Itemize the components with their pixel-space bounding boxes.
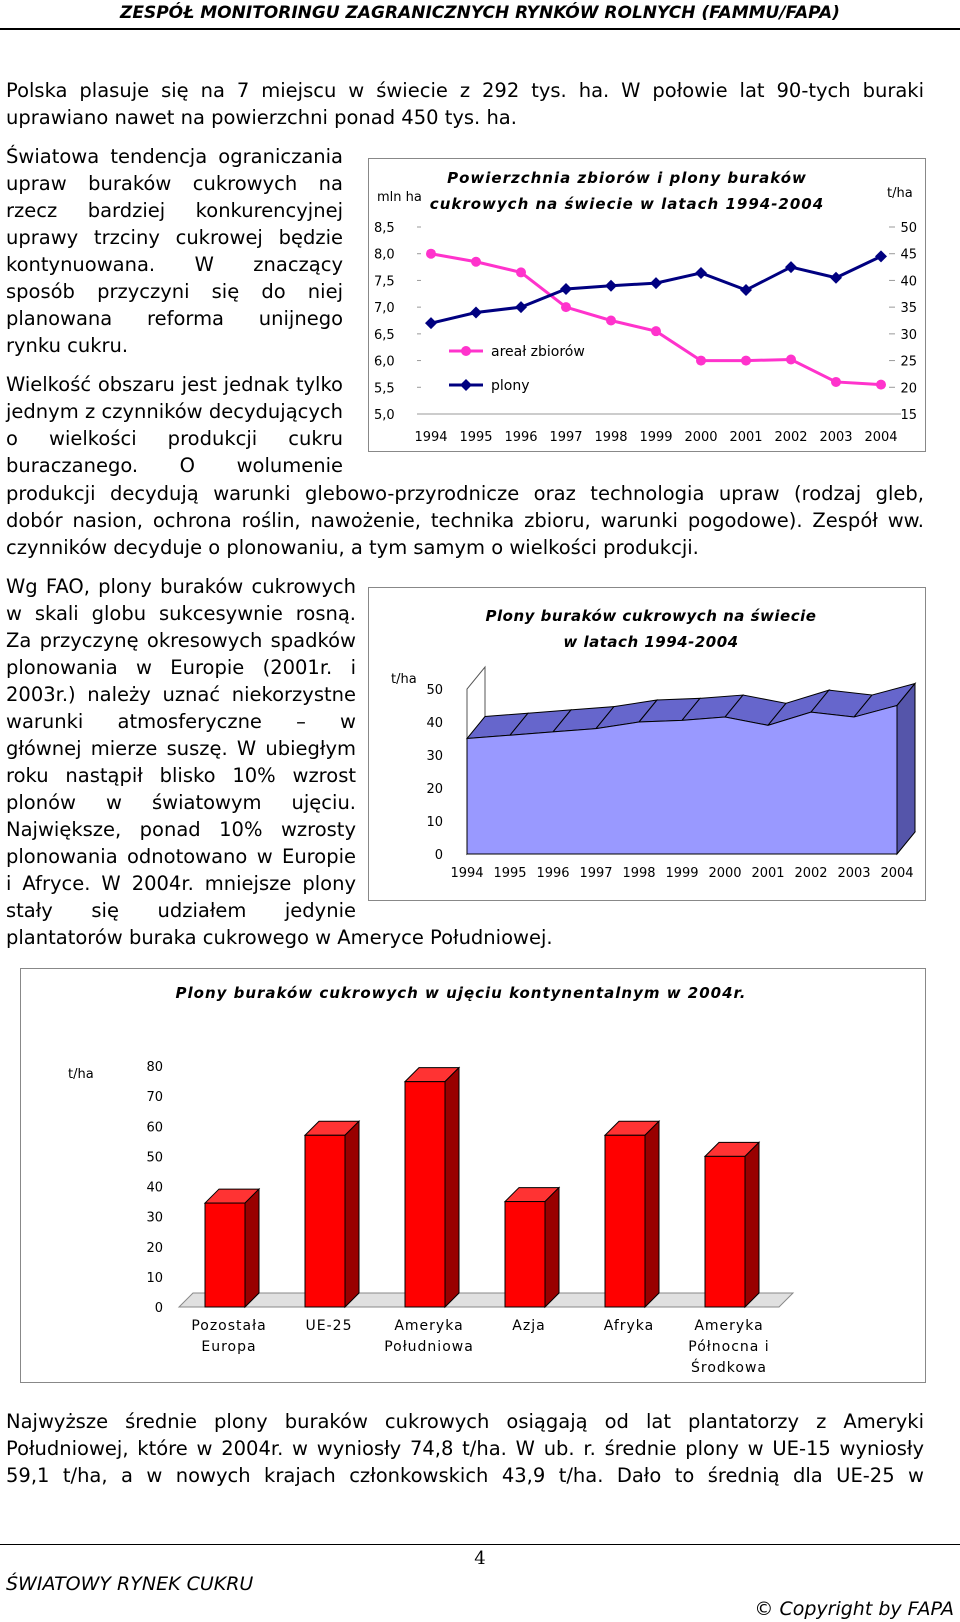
chart2-y-tick: 40 xyxy=(426,716,443,731)
chart1-point-yield xyxy=(605,280,617,292)
chart3-category-label: Europa xyxy=(201,1339,257,1355)
chart3-svg xyxy=(21,969,925,1382)
text-line: 59,1 t/ha, a w nowych krajach członkowskich 43,9 t/ha. Dało to średnią dla UE-25 w xyxy=(6,1464,924,1487)
chart3-category-label: Afryka xyxy=(603,1318,655,1334)
chart2-x-tick: 2003 xyxy=(837,866,871,881)
chart2-axis-label: t/ha xyxy=(391,672,417,687)
chart2-x-tick: 1995 xyxy=(493,866,527,881)
chart3-y-tick: 70 xyxy=(146,1090,163,1106)
chart2-x-tick: 1999 xyxy=(665,866,699,881)
chart1-point-yield xyxy=(650,277,662,289)
chart2-x-tick: 2000 xyxy=(708,866,742,881)
chart1-x-tick: 2004 xyxy=(864,430,898,445)
text-line: stały się udziałem jedynie xyxy=(6,899,356,922)
text-line: plonowania w Europie (2001r. i xyxy=(6,656,356,679)
chart2-x-tick: 2002 xyxy=(794,866,828,881)
text-line: głównej mierze suszę. W ubiegłym xyxy=(6,737,356,760)
text-line: Polska plasuje się na 7 miejscu w świecie z 292 tys. ha. W połowie lat 90-tych buraki xyxy=(6,79,924,102)
chart2-x-tick: 2004 xyxy=(880,866,914,881)
chart1-right-tick: 45 xyxy=(900,247,917,263)
chart1-title-line2: cukrowych na świecie w latach 1994-2004 xyxy=(429,195,825,213)
chart1-point-area xyxy=(516,267,526,277)
chart1-point-yield xyxy=(830,272,842,284)
chart2-title-line1: Plony buraków cukrowych na świecie xyxy=(485,607,817,625)
chart1-point-area xyxy=(561,302,571,312)
text-line: warunki atmosferyczne – w xyxy=(6,710,356,733)
text-line: Największe, ponad 10% wzrosty xyxy=(6,818,356,841)
chart2-y-tick: 10 xyxy=(426,815,443,830)
chart-yield-area xyxy=(368,587,926,901)
chart3-bar-side xyxy=(245,1189,259,1307)
chart1-left-axis-label: mln ha xyxy=(377,190,422,205)
text-line: Wielkość obszaru jest jednak tylko xyxy=(6,373,343,396)
text-line: sposób przyczyni się do niej xyxy=(6,280,343,303)
chart1-point-yield xyxy=(470,306,482,318)
text-line: buraczanego. O wolumenie xyxy=(6,454,343,477)
text-line: rynku cukru. xyxy=(6,334,129,357)
chart1-point-yield xyxy=(785,261,797,273)
text-line: plonów w światowym ujęciu. xyxy=(6,791,356,814)
text-line: uprawy trzciny cukrowej będzie xyxy=(6,226,343,249)
text-line: o wielkości produkcji cukru xyxy=(6,427,343,450)
chart1-point-yield xyxy=(695,267,707,279)
text-line: Za przyczynę okresowych spadków xyxy=(6,629,356,652)
chart2-x-tick: 1998 xyxy=(622,866,656,881)
text-line: czynników decyduje o plonowaniu, a tym samym o wielkości produkcji. xyxy=(6,536,699,559)
chart3-category-label: Azja xyxy=(512,1318,546,1334)
chart2-svg xyxy=(369,588,925,900)
chart1-left-tick: 5,0 xyxy=(374,408,395,423)
chart3-bar xyxy=(305,1135,345,1307)
chart1-left-tick: 8,0 xyxy=(374,247,395,263)
text-line: plonowania odnotowano w Europie xyxy=(6,845,356,868)
chart3-y-tick: 50 xyxy=(146,1150,163,1166)
chart3-y-tick: 80 xyxy=(146,1060,163,1075)
text-line: planowana reforma unijnego xyxy=(6,307,343,330)
chart3-category-label: UE-25 xyxy=(305,1318,353,1334)
chart1-point-area xyxy=(741,356,751,366)
chart3-category-label: Ameryka xyxy=(394,1318,464,1334)
chart3-category-label: Południowa xyxy=(384,1339,474,1355)
text-line: uprawiano nawet na powierzchni ponad 450 tys. ha. xyxy=(6,106,517,129)
chart3-bar xyxy=(605,1135,645,1307)
chart3-category-label: Środkowa xyxy=(691,1360,767,1376)
chart1-point-yield xyxy=(515,301,527,313)
chart3-category-label: Ameryka xyxy=(694,1318,764,1334)
chart1-x-tick: 1998 xyxy=(594,430,628,445)
chart3-category-label: Północna i xyxy=(688,1339,770,1355)
footer-section-title: ŚWIATOWY RYNEK CUKRU xyxy=(6,1573,254,1595)
chart3-floor xyxy=(179,1293,793,1307)
text-line: Południowej, które w 2004r. w wyniosły 74,8 t/ha. W ub. r. średnie plony w UE-15 wyniosły xyxy=(6,1437,924,1460)
chart1-point-area xyxy=(651,326,661,336)
chart2-y-tick: 50 xyxy=(426,683,443,698)
chart2-y-tick: 20 xyxy=(426,782,443,797)
chart1-x-tick: 1999 xyxy=(639,430,673,445)
text-line: Światowa tendencja ograniczania xyxy=(6,145,343,168)
page-number: 4 xyxy=(474,1548,486,1569)
chart2-x-tick: 1996 xyxy=(536,866,570,881)
chart1-left-tick: 5,5 xyxy=(374,381,395,397)
text-line: Wg FAO, plony buraków cukrowych xyxy=(6,575,356,598)
chart3-y-tick: 30 xyxy=(146,1210,163,1226)
text-line: roku nastąpił blisko 10% wzrost xyxy=(6,764,356,787)
chart1-right-tick: 30 xyxy=(900,327,917,343)
footer-copyright: © Copyright by FAPA xyxy=(754,1598,954,1620)
chart1-point-area xyxy=(786,355,796,365)
chart2-x-tick: 1994 xyxy=(450,866,484,881)
chart1-point-area xyxy=(696,356,706,366)
chart3-category-label: Pozostała xyxy=(191,1318,267,1334)
legend-label-area: areał zbiorów xyxy=(491,344,585,360)
text-line: plantatorów buraka cukrowego w Ameryce Południowej. xyxy=(6,926,553,949)
chart3-bar-side xyxy=(445,1068,459,1307)
chart2-title-line2: w latach 1994-2004 xyxy=(563,633,739,651)
text-line: produkcji decydują warunki glebowo-przyrodnicze oraz technologia upraw (rodzaj gleb, xyxy=(6,482,924,505)
chart3-bar xyxy=(505,1202,545,1307)
chart3-bar-side xyxy=(345,1121,359,1307)
chart1-x-tick: 1997 xyxy=(549,430,583,445)
chart-area-yield-line xyxy=(368,158,926,452)
chart3-y-tick: 20 xyxy=(146,1240,163,1256)
chart1-point-area xyxy=(471,257,481,267)
chart3-bar xyxy=(405,1082,445,1307)
chart3-y-tick: 10 xyxy=(146,1270,163,1286)
chart3-bar-side xyxy=(545,1188,559,1307)
chart3-axis-label: t/ha xyxy=(68,1067,94,1082)
chart1-point-yield xyxy=(425,317,437,329)
chart2-y-tick: 0 xyxy=(434,848,443,863)
text-line: upraw buraków cukrowych na xyxy=(6,172,343,195)
chart1-legend xyxy=(449,344,585,394)
chart3-bar-side xyxy=(645,1121,659,1307)
chart3-y-tick: 60 xyxy=(146,1120,163,1136)
text-line: jednym z czynników decydujących xyxy=(6,400,343,423)
chart3-title: Plony buraków cukrowych w ujęciu kontynentalnym w 2004r. xyxy=(175,984,747,1002)
chart3-bar-side xyxy=(745,1142,759,1307)
chart1-left-tick: 7,5 xyxy=(374,274,395,290)
chart-continental-yield-bar xyxy=(20,968,926,1383)
chart3-y-tick: 40 xyxy=(146,1180,163,1196)
chart1-right-tick: 20 xyxy=(900,381,917,397)
chart1-right-tick: 40 xyxy=(900,274,917,290)
legend-marker-area xyxy=(461,346,471,356)
chart2-x-tick: 2001 xyxy=(751,866,785,881)
chart1-x-tick: 1994 xyxy=(414,430,448,445)
chart3-y-tick: 0 xyxy=(154,1301,163,1316)
chart1-x-tick: 2000 xyxy=(684,430,718,445)
chart1-right-tick: 50 xyxy=(900,221,917,236)
text-line: Najwyższe średnie plony buraków cukrowych osiągają od lat plantatorzy z Ameryki xyxy=(6,1410,924,1433)
chart1-x-tick: 1995 xyxy=(459,430,493,445)
chart3-bar xyxy=(205,1203,245,1307)
legend-label-yield: plony xyxy=(491,378,530,394)
chart1-left-tick: 6,0 xyxy=(374,354,395,370)
chart2-y-tick: 30 xyxy=(426,749,443,764)
chart1-x-tick: 2003 xyxy=(819,430,853,445)
chart1-right-tick: 15 xyxy=(900,408,917,423)
chart1-right-axis-label: t/ha xyxy=(887,186,913,201)
chart1-x-tick: 2001 xyxy=(729,430,763,445)
footer-rule xyxy=(0,1544,960,1545)
text-line: w skali globu sukcesywnie rosną. xyxy=(6,602,356,625)
chart1-left-tick: 6,5 xyxy=(374,327,395,343)
header-title: ZESPÓŁ MONITORINGU ZAGRANICZNYCH RYNKÓW ROLNYCH (FAMMU/FAPA) xyxy=(120,3,840,23)
header-rule xyxy=(0,28,960,30)
chart1-left-tick: 8,5 xyxy=(374,221,395,236)
chart1-svg xyxy=(369,159,925,451)
chart2-x-tick: 1997 xyxy=(579,866,613,881)
chart3-bar xyxy=(705,1156,745,1307)
chart1-point-area xyxy=(876,380,886,390)
chart1-left-tick: 7,0 xyxy=(374,301,395,317)
text-line: dobór nasion, ochrona roślin, nawożenie, technika zbioru, warunki pogodowe). Zespół ww. xyxy=(6,509,924,532)
chart1-right-tick: 25 xyxy=(900,354,917,370)
chart1-point-area xyxy=(426,249,436,259)
chart1-point-yield xyxy=(875,250,887,262)
chart1-right-tick: 35 xyxy=(900,301,917,317)
chart1-x-tick: 1996 xyxy=(504,430,538,445)
chart1-point-yield xyxy=(560,283,572,295)
chart2-area-side-face xyxy=(897,684,915,855)
legend-marker-yield xyxy=(460,379,472,391)
chart1-point-yield xyxy=(740,284,752,296)
text-line: i Afryce. W 2004r. mniejsze plony xyxy=(6,872,356,895)
chart1-title-line1: Powierzchnia zbiorów i plony buraków xyxy=(447,169,807,187)
text-line: rzecz bardziej konkurencyjnej xyxy=(6,199,343,222)
text-line: 2003r.) należy uznać niekorzystne xyxy=(6,683,356,706)
text-line: kontynuowana. W znaczący xyxy=(6,253,343,276)
chart1-point-area xyxy=(831,377,841,387)
chart1-point-area xyxy=(606,316,616,326)
chart1-x-tick: 2002 xyxy=(774,430,808,445)
